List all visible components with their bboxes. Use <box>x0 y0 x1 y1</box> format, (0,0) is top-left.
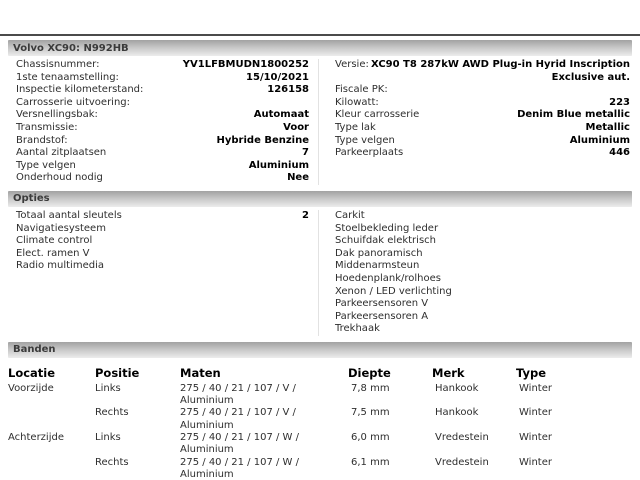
field-label: Versie: <box>335 59 369 70</box>
cell-type: Winter <box>519 456 552 468</box>
cell-locatie <box>8 407 95 432</box>
field-versie <box>319 59 632 84</box>
field-value: 15/10/2021 <box>246 71 309 83</box>
table-row <box>8 407 632 432</box>
cell-type: Winter <box>519 382 552 394</box>
field-label: Carrosserie uitvoering: <box>16 96 131 108</box>
cell-locatie <box>8 457 95 480</box>
cell-type: Winter <box>519 432 552 444</box>
tyres-table-header-row <box>8 358 632 383</box>
field-label: Chassisnummer: <box>16 59 100 70</box>
page-content <box>8 40 632 480</box>
cell-merk: Vredestein <box>435 432 489 444</box>
tyres-section-bar <box>8 342 632 358</box>
column-header-maten: Maten <box>180 365 221 380</box>
field-value: YV1LFBMUDN1800252 <box>182 59 309 70</box>
field-brandstof <box>8 135 318 148</box>
field-value: Aluminium <box>248 159 309 171</box>
column-header-locatie: Locatie <box>8 365 56 380</box>
field-value: Automaat <box>253 109 309 121</box>
field-label: Type lak <box>335 121 376 133</box>
option-schuifdak: Schuifdak elektrisch <box>335 235 436 247</box>
field-kilowatt <box>319 97 632 110</box>
vehicle-title: Volvo XC90: N992HB <box>13 42 129 54</box>
field-value: 223 <box>609 96 630 108</box>
field-value: XC90 T8 287kW AWD Plug-in Hyrid Inscription Exclusive aut. <box>370 59 630 83</box>
field-value <box>130 97 318 110</box>
field-value: Aluminium <box>569 134 630 146</box>
option-parkeersensoren-v: Parkeersensoren V <box>335 298 429 310</box>
option-value <box>90 248 318 261</box>
table-row <box>8 383 632 408</box>
field-kleur-carrosserie <box>319 109 632 122</box>
cell-merk: Hankook <box>435 382 479 394</box>
option-carkit: Carkit <box>335 209 365 221</box>
cell-positie: Links <box>95 432 121 444</box>
field-kilometerstand <box>8 84 318 97</box>
cell-maten: 275 / 40 / 21 / 107 / W / Aluminium <box>180 456 299 480</box>
column-header-diepte: Diepte <box>348 365 391 380</box>
vehicle-details-left-column <box>8 59 319 185</box>
option-dak-panoramisch: Dak panoramisch <box>335 247 423 259</box>
field-tenaamstelling <box>8 72 318 85</box>
field-versnellingsbak <box>8 109 318 122</box>
top-margin <box>0 0 640 34</box>
cell-locatie: Achterzijde <box>8 432 64 444</box>
options-section-title: Opties <box>13 193 50 205</box>
option-climate-control <box>8 235 318 248</box>
field-type-velgen-2 <box>319 135 632 148</box>
field-label: 1ste tenaamstelling: <box>16 71 119 83</box>
cell-positie: Rechts <box>95 407 129 419</box>
field-label: Transmissie: <box>16 121 78 133</box>
option-hoedenplank: Hoedenplank/rolhoes <box>335 272 441 284</box>
field-label: Inspectie kilometerstand: <box>16 84 144 96</box>
field-value: 126158 <box>267 84 309 96</box>
field-label: Kilowatt: <box>335 96 379 108</box>
field-value: Hybride Benzine <box>216 134 309 146</box>
field-transmissie <box>8 122 318 135</box>
field-parkeerplaats <box>319 147 632 160</box>
field-fiscale-pk <box>319 84 632 97</box>
field-label: Versnellingsbak: <box>16 109 98 121</box>
cell-merk: Vredestein <box>435 456 489 468</box>
option-trekhaak: Trekhaak <box>335 323 380 335</box>
field-type-velgen <box>8 160 318 173</box>
vehicle-title-bar <box>8 40 632 56</box>
field-type-lak <box>319 122 632 135</box>
option-xenon-led: Xenon / LED verlichting <box>335 285 452 297</box>
table-row <box>8 457 632 480</box>
option-value: 2 <box>302 209 309 221</box>
field-value: 7 <box>302 147 309 159</box>
option-label: Navigatiesysteem <box>16 222 106 234</box>
field-value: Voor <box>283 121 309 133</box>
field-zitplaatsen <box>8 147 318 160</box>
option-label: Radio multimedia <box>16 260 104 272</box>
top-divider-rule <box>0 34 640 36</box>
cell-positie: Rechts <box>95 456 129 468</box>
options-section-bar <box>8 191 632 207</box>
cell-merk: Hankook <box>435 407 479 419</box>
cell-maten: 275 / 40 / 21 / 107 / V / Aluminium <box>180 382 296 407</box>
options-left-column <box>8 210 319 336</box>
tyres-table <box>8 358 632 480</box>
field-label: Onderhoud nodig <box>16 172 103 184</box>
field-value: Denim Blue metallic <box>517 109 630 121</box>
field-value: Nee <box>287 172 309 184</box>
table-row <box>8 432 632 457</box>
field-label: Kleur carrosserie <box>335 109 420 121</box>
option-middenarmsteun: Middenarmsteun <box>335 260 420 272</box>
options-right-column <box>319 210 632 336</box>
option-navigatiesysteem <box>8 223 318 236</box>
cell-maten: 275 / 40 / 21 / 107 / W / Aluminium <box>180 432 299 456</box>
option-label: Climate control <box>16 235 93 247</box>
cell-diepte: 7,8 mm <box>351 382 390 394</box>
cell-diepte: 6,1 mm <box>351 456 390 468</box>
option-value <box>104 260 318 273</box>
cell-positie: Links <box>95 382 121 394</box>
cell-maten: 275 / 40 / 21 / 107 / V / Aluminium <box>180 407 296 431</box>
cell-diepte: 6,0 mm <box>351 432 390 444</box>
field-label: Type velgen <box>335 134 395 146</box>
tyres-section-title: Banden <box>13 344 56 356</box>
option-radio-multimedia <box>8 260 318 273</box>
option-elect-ramen <box>8 248 318 261</box>
field-value: 446 <box>609 147 630 159</box>
option-value <box>92 235 318 248</box>
options-section <box>8 207 632 338</box>
field-value <box>388 84 632 97</box>
option-value <box>106 223 318 236</box>
field-label: Aantal zitplaatsen <box>16 147 107 159</box>
vehicle-details-section <box>8 56 632 187</box>
option-parkeersensoren-a: Parkeersensoren A <box>335 310 429 322</box>
option-stoelbekleding: Stoelbekleding leder <box>335 222 439 234</box>
cell-diepte: 7,5 mm <box>351 407 390 419</box>
field-label: Brandstof: <box>16 134 68 146</box>
field-label: Fiscale PK: <box>335 84 388 96</box>
field-value: Metallic <box>585 121 630 133</box>
option-totaal-sleutels <box>8 210 318 223</box>
field-carrosserie-uitvoering <box>8 97 318 110</box>
cell-type: Winter <box>519 407 552 419</box>
field-label: Type velgen <box>16 159 76 171</box>
option-label: Totaal aantal sleutels <box>16 209 122 221</box>
column-header-merk: Merk <box>432 365 465 380</box>
cell-locatie: Voorzijde <box>8 382 54 394</box>
option-label: Elect. ramen V <box>16 247 90 259</box>
column-header-type: Type <box>516 365 547 380</box>
field-label: Parkeerplaats <box>335 147 404 159</box>
vehicle-details-right-column <box>319 59 632 185</box>
field-chassisnummer <box>8 59 318 72</box>
column-header-positie: Positie <box>95 365 140 380</box>
field-onderhoud-nodig <box>8 172 318 185</box>
